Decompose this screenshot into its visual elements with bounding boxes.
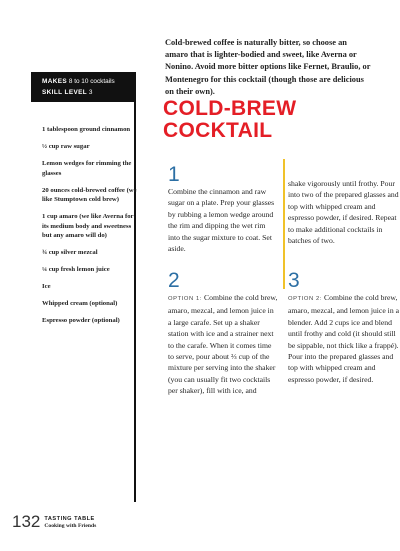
step-text [168, 292, 278, 397]
option-text: Combine the cold brew, amaro, mezcal, and lemon juice in a large carafe. Set up a shaker station with ice and a strainer next to the carafe. When it comes time to serve, pour about ⅔ cup of the mixture per serving into the shaker (you can usually fit two cocktails per shaker), fill with ice, and [168, 293, 278, 396]
page-number: 132 [12, 512, 41, 531]
ingredient-item: ¼ cup fresh lemon juice [42, 266, 110, 274]
ingredient-item: 1 cup amaro (we like Averna for its medium body and sweetness but any amaro will do) [42, 213, 134, 240]
ingredient-item: ½ cup raw sugar [42, 142, 90, 150]
step-1 [168, 163, 278, 254]
step-number: 3 [288, 269, 300, 292]
option-text: Combine the cold brew, amaro, mezcal, and lemon juice in a blender. Add 2 cups ice and blend until frothy and cold (it should still be sippable, not thick like a frappé). Pour into the prepared glasses and top with whipped cream and espresso powder, if desired. [288, 293, 399, 384]
ingredient-item: ¾ cup silver mezcal [42, 249, 98, 257]
book-subtitle: Cooking with Friends [44, 523, 97, 529]
skill-value: 3 [88, 89, 93, 96]
recipe-title [163, 98, 363, 142]
step-continuation [288, 178, 400, 246]
option-label: OPTION 2: [288, 296, 323, 302]
page-footer [12, 513, 96, 531]
step-2 [168, 269, 278, 397]
makes-row [42, 76, 135, 87]
skill-row [42, 87, 135, 98]
ingredient-item: Whipped cream (optional) [42, 300, 118, 308]
ingredient-item: 20 ounces cold-brewed coffee (we like Stumptown cold brew) [42, 186, 137, 204]
step-number: 1 [168, 163, 180, 186]
book-title: TASTING TABLE [44, 516, 95, 522]
title-line-1: COLD-BREW [163, 97, 297, 120]
recipe-meta-bar [31, 72, 135, 102]
intro-paragraph: Cold-brewed coffee is naturally bitter, so choose an amaro that is lighter-bodied and sweet, like Averna or Nonino. Avoid more bitter options like Fernet, Braulio, or Montenegro for this cocktail (though those are delicious on their own). [165, 38, 371, 96]
step-text [288, 292, 400, 385]
ingredient-item: Espresso powder (optional) [42, 317, 120, 325]
ingredient-item: Lemon wedges for rimming the glasses [42, 159, 132, 177]
footer-text [44, 516, 96, 530]
step-number: 2 [168, 269, 180, 292]
makes-label: MAKES [42, 78, 68, 85]
step-text: Combine the cinnamon and raw sugar on a plate. Prep your glasses by rubbing a lemon wedge around the rim and dipping the wet rim into the sugar mixture to coat. Set aside. [168, 187, 275, 254]
column-divider [283, 159, 285, 289]
ingredient-list [42, 125, 137, 333]
step-text: shake vigorously until frothy. Pour into two of the prepared glasses and top with whipped cream and espresso powder, if desired. Repeat to make additional cocktails in batches of two. [288, 179, 399, 246]
makes-value: 8 to 10 cocktails [68, 78, 115, 85]
step-3 [288, 269, 400, 385]
ingredient-item: 1 tablespoon ground cinnamon [42, 126, 131, 133]
option-label: OPTION 1: [168, 296, 203, 302]
title-line-2: COCKTAIL [163, 119, 273, 142]
ingredient-item: Ice [42, 283, 51, 291]
skill-label: SKILL LEVEL [42, 89, 88, 96]
